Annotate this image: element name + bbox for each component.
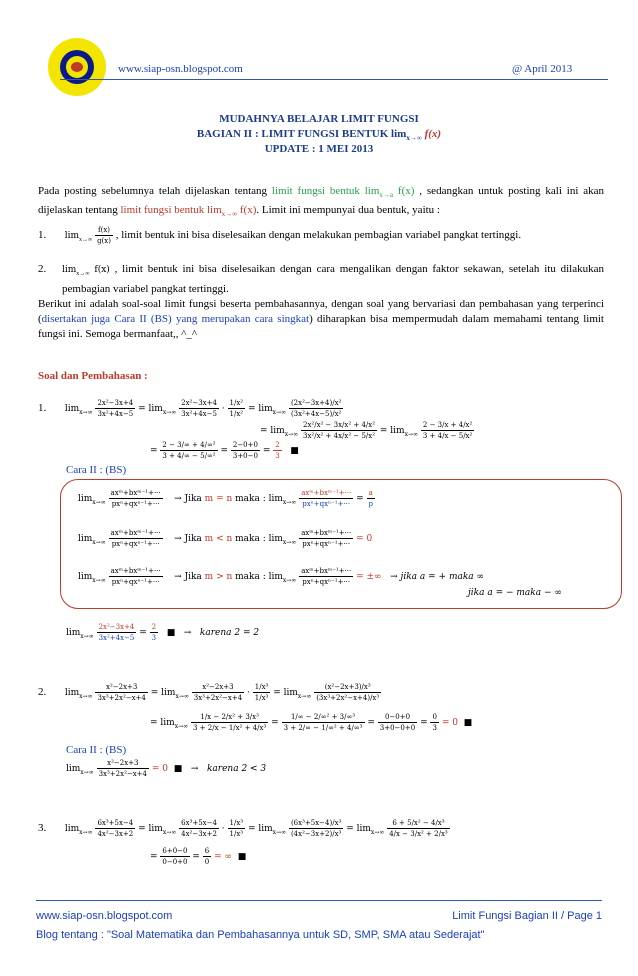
problem-3: 3. $\lim_{x\to\infty}$ $\frac{\text{6x³+5x−4}}{\text{4x²−3x+2}}$ = $\lim_{x\to\infty}$ $\frac{\text{6x³+5x−4}}{\text{4x²−3x+2}}$ · $\frac{\text{1/x³}}{\text{1/x³}}$ = $\lim_{x\to\infty}$ $\frac{\text{(6x³+5x−4)/x³}}{\text{(4x²−3x+2)/x³}}$ = $\lim_{x\to\infty}$ $\frac{\text{6 + 5/x² − 4/x³}}{\text{4/x − 3/x² + 2/x³}}$: [38, 819, 448, 838]
footer-tagline: Blog tentang : "Soal Matematika dan Pembahasannya untuk SD, SMP, SMA atau Sederajat": [36, 929, 485, 941]
bs-row-greater: $\lim_{x\to\infty}$ $\frac{\text{axᵐ+bxᵐ⁻¹+···}}{\text{pxⁿ+qxⁿ⁻¹+···}}$ → Jika m > n maka : $\lim_{x\to\infty}$ $\frac{\text{axᵐ+bxᵐ⁻¹+···}}{\text{pxⁿ+qxⁿ⁻¹+···}}$ = ±∞ → jika a = + maka ∞: [78, 567, 485, 586]
footer-divider: [36, 900, 602, 901]
link-cara-bs[interactable]: disertakan juga Cara II (BS) yang merupakan cara singkat: [41, 313, 310, 325]
header-site-link[interactable]: www.siap-osn.blogspot.com: [118, 63, 243, 75]
problem-1: 1. $\lim_{x\to\infty}$ $\frac{\text{2x²−3x+4}}{\text{3x²+4x−5}}$ = $\lim_{x\to\infty}$ $\frac{\text{2x²−3x+4}}{\text{3x²+4x−5}}$ · $\frac{\text{1/x²}}{\text{1/x²}}$ = $\lim_{x\to\infty}$ $\frac{\text{(2x²−3x+4)/x²}}{\text{(3x²+4x−5)/x²}}$: [38, 399, 342, 418]
cara-2-label-1: Cara II : (BS): [66, 464, 127, 476]
section-title: Soal dan Pembahasan :: [38, 370, 148, 382]
bs-row-equal: $\lim_{x\to\infty}$ $\frac{\text{axᵐ+bxᵐ⁻¹+···}}{\text{pxⁿ+qxⁿ⁻¹+···}}$ → Jika m = n maka : $\lim_{x\to\infty}$ $\frac{\text{axᵐ+bxᵐ⁻¹+···}}{\text{pxⁿ+qxⁿ⁻¹+···}}$ = $\frac{a}{p}$: [78, 489, 373, 508]
page-update: UPDATE : 1 MEI 2013: [264, 143, 374, 155]
link-limit-a[interactable]: limit fungsi bentuk $\lim_{x\to a} f(x)$: [271, 185, 415, 200]
footer-page-label: Limit Fungsi Bagian II / Page 1: [452, 910, 602, 922]
form-item-2: 2. $\lim_{x\to\infty} f(x)$ , limit bentuk ini bisa diselesaikan dengan cara mengalikan dengan faktor sekawan, setelah itu dilakukan pembagian variabel pangkat tertinggi.: [38, 263, 604, 296]
description-paragraph: Berikut ini adalah soal-soal limit fungsi beserta pembahasannya, dengan soal yang bervariasi dan pembahasan yang terperinci (disertakan juga Cara II (BS) yang merupakan cara singkat) diharapkan bisa mempermudah dalam memahami tentang limit fungsi ini. Semoga bermanfaat,, ^_^: [38, 298, 604, 340]
header-divider: [60, 79, 608, 80]
problem-2: 2. $\lim_{x\to\infty}$ $\frac{\text{x²−2x+3}}{\text{3x³+2x²−x+4}}$ = $\lim_{x\to\infty}$ $\frac{\text{x²−2x+3}}{\text{3x³+2x²−x+4}}$ · $\frac{\text{1/x³}}{\text{1/x³}}$ = $\lim_{x\to\infty}$ $\frac{\text{(x²−2x+3)/x³}}{\text{(3x³+2x²−x+4)/x³}}$: [38, 683, 380, 702]
problem-1-result: = $\frac{\text{2 − 3/∞ + 4/∞²}}{\text{3 + 4/∞ − 5/∞²}}$ = $\frac{2-0+0}{3+0-0}$ = $\frac{2}{3}$ ■: [150, 441, 299, 460]
bs-row-less: $\lim_{x\to\infty}$ $\frac{\text{axᵐ+bxᵐ⁻¹+···}}{\text{pxⁿ+qxⁿ⁻¹+···}}$ → Jika m < n maka : $\lim_{x\to\infty}$ $\frac{\text{axᵐ+bxᵐ⁻¹+···}}{\text{pxⁿ+qxⁿ⁻¹+···}}$ = 0: [78, 529, 373, 548]
problem-3-result: = $\frac{6+0-0}{0-0+0}$ = $\frac{6}{0}$ = ∞ ■: [150, 847, 247, 866]
site-logo: [48, 38, 106, 96]
footer-site-link[interactable]: www.siap-osn.blogspot.com: [36, 910, 173, 922]
problem-2-bs: $\lim_{x\to\infty}$ $\frac{\text{x²−2x+3}}{\text{3x³+2x²−x+4}}$ = 0 ■ → karena 2 < 3: [66, 759, 267, 778]
form-item-1: 1. $\lim_{x\to\infty}$ $\frac{f(x)}{g(x)}$ , limit bentuk ini bisa diselesaikan dengan melakukan pembagian variabel pangkat tertinggi.: [38, 226, 522, 245]
problem-2-steps: = $\lim_{x\to\infty}$ $\frac{\text{1/x − 2/x² + 3/x³}}{\text{3 + 2/x − 1/x² + 4/x³}}$ = $\frac{\text{1/∞ − 2/∞² + 3/∞³}}{\text{3 + 2/∞ − 1/∞² + 4/∞³}}$ = $\frac{0-0+0}{3+0-0+0}$ = $\frac{0}{3}$ = 0 ■: [150, 713, 473, 732]
problem-1-steps: = $\lim_{x\to\infty}$ $\frac{\text{2x²/x² − 3x/x² + 4/x²}}{\text{3x²/x² + 4x/x² − 5/x²}}$ = $\lim_{x\to\infty}$ $\frac{\text{2 − 3/x + 4/x²}}{\text{3 + 4/x − 5/x²}}$: [260, 421, 473, 440]
page-title: MUDAHNYA BELAJAR LIMIT FUNGSI: [219, 113, 419, 125]
problem-1-bs: $\lim_{x\to\infty}$ $\frac{\text{2x²−3x+4}}{\text{3x²+4x−5}}$ = $\frac{2}{3}$ ■ → karena 2 = 2: [66, 623, 260, 642]
cara-2-label-2: Cara II : (BS): [66, 744, 127, 756]
bs-row-greater-neg: jika a = − maka − ∞: [468, 588, 562, 598]
intro-paragraph: Pada posting sebelumnya telah dijelaskan tentang limit fungsi bentuk $\lim_{x\to a} f(x)$ , sedangkan untuk posting kali ini akan dijelaskan tentang limit fungsi bentuk $\lim_{x\to\infty} f(x)$. Limit ini mempunyai dua bentuk, yaitu :: [38, 185, 605, 219]
header-date: @ April 2013: [512, 63, 573, 75]
link-limit-inf[interactable]: limit fungsi bentuk $\lim_{x\to\infty} f(x)$: [120, 204, 257, 219]
page-subtitle: BAGIAN II : LIMIT FUNGSI BENTUK $\lim_{x\to\infty} f(x)$: [196, 128, 442, 143]
